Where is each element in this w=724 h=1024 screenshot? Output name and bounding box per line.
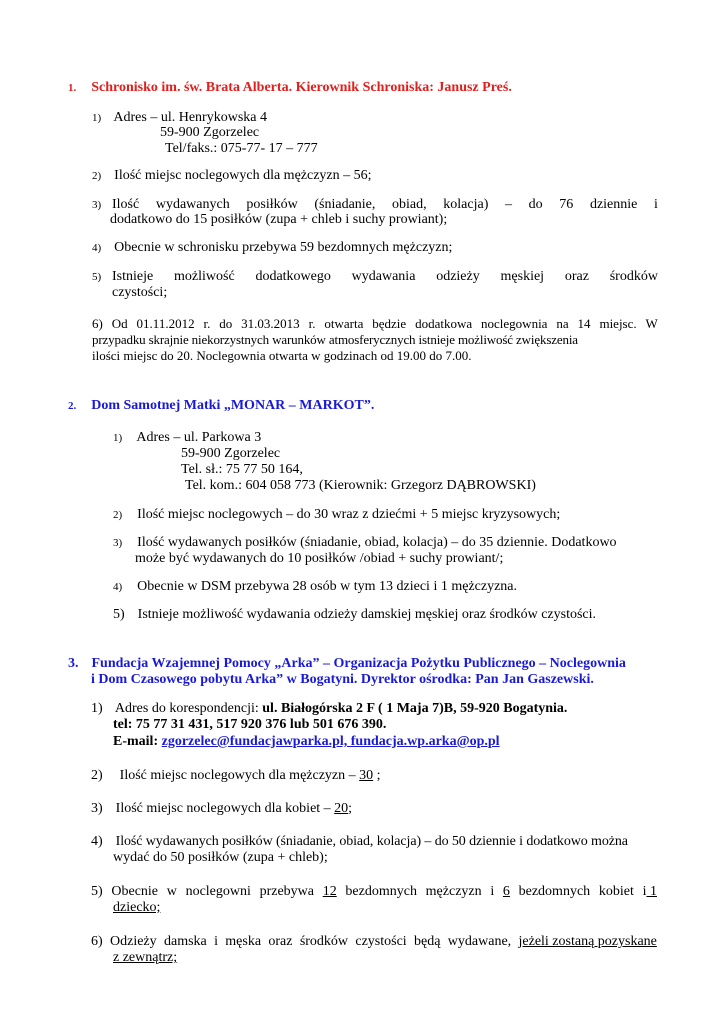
s1-item-3-line-1 [112,197,658,213]
word: – [505,197,513,212]
word: męskiej [500,269,545,284]
section-1-title: Schronisko im. św. Brata Alberta. Kierownik Schroniska: Janusz Preś. [91,80,512,95]
word: do [219,316,233,331]
s3-item-3-number: 3) [91,801,103,816]
s1-item-6-text-2: przypadku skrajnie niekorzystnych warunków atmosferycznych istnieje możliwość zwiększenia [92,332,578,347]
s1-item-1-number: 1) [92,112,102,124]
s3-item-4-line-2: wydać do 50 posiłków (zupa + chleb); [113,850,328,865]
s2-item-4-text: Obecnie w DSM przebywa 28 osób w tym 13 dzieci i 1 mężczyzna. [137,579,518,594]
s1-item-6-line-3: ilości miejsc do 20. Noclegownia otwarta w godzinach od 19.00 do 7.00. [92,348,472,363]
word: noclegowni [185,884,251,899]
s2-item-2 [113,507,560,523]
word: Istnieje [112,269,154,284]
s3-men-places: 30 [359,768,374,783]
word: otwarta [324,316,364,331]
s3-item-2-end: ; [373,768,381,783]
s3-women-places: 20 [334,801,349,816]
section-2-number: 2. [68,400,77,412]
s1-item-3-number: 3) [92,199,102,211]
s1-item-2-number: 2) [92,170,102,182]
s3-item-6-condition: jeżeli zostaną pozyskane [518,934,657,949]
s2-item-3-line-1: Ilość wydawanych posiłków (śniadanie, obiad, kolacja) – do 35 dziennie. Dodatkowo [137,535,617,550]
section-2-heading [68,398,374,414]
word: 76 [559,197,574,212]
s3-homeless-women-count: 6 [502,884,510,899]
s3-item-4-line-1 [91,834,628,850]
s3-homeless-men-count: 12 [322,884,337,899]
word: dodatkowego [255,269,331,284]
s3-address: ul. Białogórska 2 F ( 1 Maja 7)B, 59-920 Bogatynia. [262,701,568,716]
s3-item-1-number: 1) [91,701,103,716]
word: r. [308,316,316,331]
s3-item-4-text-1: Ilość wydawanych posiłków (śniadanie, obiad, kolacja) – do 50 dziennie i dodatkowo można [115,834,628,849]
s2-address-line-1 [113,430,261,446]
word: 14 [577,316,591,331]
s1-address-line-1 [92,110,267,126]
s3-email-line [113,734,500,750]
word: środków [299,934,349,949]
s3-item-3-end: ; [348,801,353,816]
section-3-number: 3. [68,656,79,671]
s2-item-5-text: Istnieje możliwość wydawania odzieży damskiej męskiej oraz środków czystości. [137,607,597,622]
s3-address-label: Adres do korespondencji: [114,701,263,716]
s2-address-street: Adres – ul. Parkowa 3 [136,430,262,445]
s2-item-5 [113,607,596,623]
word: kolacja) [443,197,489,212]
word: bezdomnych [345,884,417,899]
s1-item-4 [92,240,452,256]
word: miejsc. [599,316,637,331]
section-2-title: Dom Samotnej Matki „MONAR – MARKOT”. [91,398,375,413]
word: i [642,884,647,899]
s3-item-5-line-2: dziecko; [113,900,161,915]
s2-item-2-text: Ilość miejsc noclegowych – do 30 wraz z dziećmi + 5 miejsc kryzysowych; [137,507,561,522]
s2-item-3-line-2: może być wydawanych do 10 posiłków /obiad + suchy prowiant/; [135,551,504,566]
section-3-title-2: i Dom Czasowego pobytu Arka” w Bogatyni. Dyrektor ośrodka: Pan Jan Gaszewski. [91,672,594,687]
section-3-title-1: Fundacja Wzajemnej Pomocy „Arka” – Organizacja Pożytku Publicznego – Noclegownia [91,656,626,671]
s1-item-6-line-2 [92,332,658,348]
word: możliwość [174,269,235,284]
s2-address-city: 59-900 Zgorzelec [181,446,281,461]
s3-item-6-line-2: z zewnątrz; [113,950,178,965]
s3-item-5-line-1 [91,884,657,900]
s3-item-2-number: 2) [91,768,103,783]
section-1-number: 1. [68,82,77,94]
word: oraz [564,269,589,284]
s1-item-4-number: 4) [92,242,102,254]
word: 01.11.2012 [136,316,195,331]
s1-item-4-text: Obecnie w schronisku przebywa 59 bezdomnych mężczyzn; [114,240,453,255]
word: do [528,197,543,212]
s1-item-5-line-2: czystości; [112,285,168,300]
s1-item-3-line-2: dodatkowo do 15 posiłków (zupa + chleb i suchy prowiant); [110,212,448,227]
word: będzie [372,316,407,331]
word: męska [225,934,262,949]
section-1-heading [68,80,512,96]
s1-address-phone: Tel/faks.: 075-77- 17 – 777 [165,141,318,156]
s3-item-6-number: 6) [91,934,103,949]
s2-item-4-number: 4) [113,581,123,593]
s3-item-3-text: Ilość miejsc noclegowych dla kobiet – [115,801,335,816]
s2-item-2-number: 2) [113,509,123,521]
s3-child-count: 1 [646,884,657,899]
word: odzieży [436,269,480,284]
word: oraz [268,934,293,949]
word: wydawane, [447,934,512,949]
s2-item-3-number: 3) [113,537,123,549]
s1-address-city: 59-900 Zgorzelec [160,125,260,140]
word: i [490,884,495,899]
word: 31.03.2013 [241,316,300,331]
word: posiłków [246,197,298,212]
word: r. [203,316,211,331]
s3-item-1-line-1 [91,701,567,717]
s3-item-5-number: 5) [91,884,103,899]
word: środków [609,269,658,284]
s2-item-3 [113,535,617,551]
word: Obecnie [111,884,159,899]
word: i [654,197,658,212]
s1-address-street: Adres – ul. Henrykowska 4 [113,110,267,125]
s3-email-label: E-mail: [113,734,162,749]
word: noclegownia [481,316,548,331]
s3-item-2-text: Ilość miejsc noclegowych dla mężczyzn – [119,768,360,783]
word: bezdomnych [518,884,591,899]
s3-item-3 [91,801,352,817]
word: przebywa [259,884,315,899]
word: W [645,316,658,331]
word: 6) [92,316,103,331]
word: damska [163,934,207,949]
word: i [214,934,218,949]
s2-phone-office: Tel. sł.: 75 77 50 164, [181,462,303,477]
word: kobiet [598,884,634,899]
word: obiad, [392,197,427,212]
s3-item-6-line-1 [91,934,657,950]
s3-item-4-number: 4) [91,834,103,849]
word: Ilość [112,197,140,212]
s1-item-6-line-1 [92,316,658,332]
s2-item-1-number: 1) [113,432,123,444]
word: na [556,316,569,331]
word: czystości [355,934,407,949]
section-3-heading-line-1 [68,656,626,672]
s2-item-5-number: 5) [113,607,125,622]
word: w [166,884,177,899]
word: wydawanych [155,197,230,212]
s1-item-3 [92,197,658,213]
word: (śniadanie, [314,197,376,212]
s2-item-4 [113,579,517,595]
s1-item-2 [92,168,372,184]
word: wydawania [351,269,416,284]
s3-email-link[interactable]: zgorzelec@fundacjawparka.pl, fundacja.wp.arka@op.pl [161,734,500,749]
word: mężczyzn [425,884,482,899]
s3-phones: tel: 75 77 31 431, 517 920 376 lub 501 676 390. [113,717,387,732]
s3-item-2 [91,768,381,784]
word: będą [414,934,441,949]
word: dodatkowa [415,316,473,331]
word: Odzieży [110,934,157,949]
word: dziennie [589,197,638,212]
word: Od [111,316,128,331]
s1-item-5-line-1 [112,269,658,285]
s1-item-2-text: Ilość miejsc noclegowych dla mężczyzn – 56; [114,168,372,183]
s1-item-5 [92,269,658,285]
s2-phone-mobile: Tel. kom.: 604 058 773 (Kierownik: Grzegorz DĄBROWSKI) [185,478,536,493]
s1-item-5-number: 5) [92,271,102,283]
